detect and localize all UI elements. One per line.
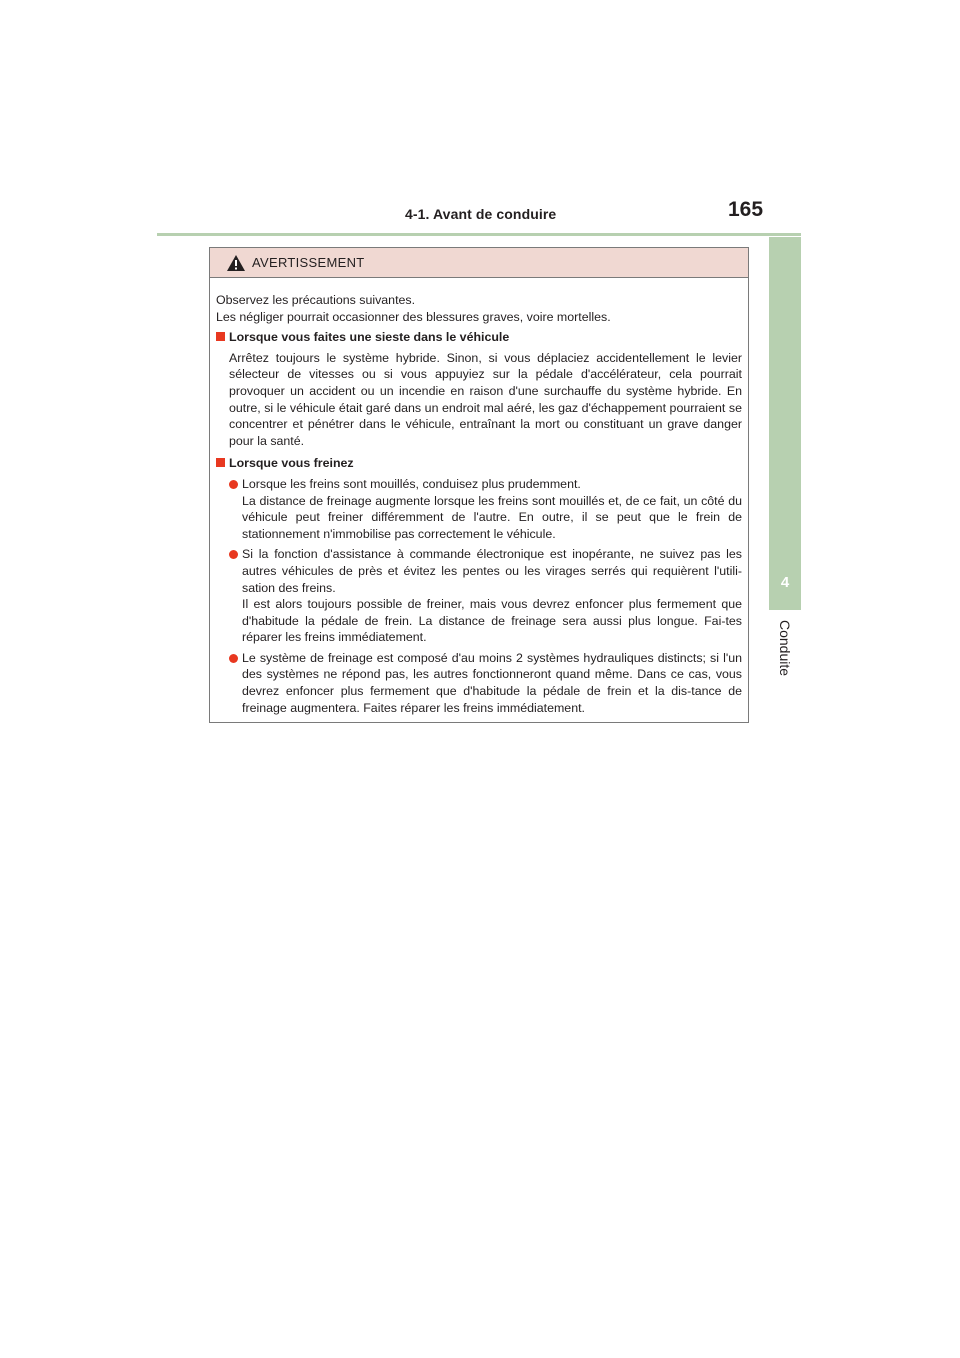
- section-heading: [216, 455, 742, 472]
- section-heading: [216, 329, 742, 346]
- round-bullet-icon: [229, 654, 238, 663]
- list-item-text: [242, 476, 742, 542]
- warning-intro-line: Les négliger pourrait occasionner des blessures graves, voire mortelles.: [216, 309, 611, 324]
- header-rule: [157, 233, 801, 236]
- warning-intro-line: Observez les précautions suivantes.: [216, 293, 416, 307]
- page-number: 165: [728, 198, 764, 221]
- list-item-line: La distance de freinage augmente lorsque les freins sont mouillés et, de ce fait, un côté du véhicule peut freiner différemment de l'autre. En outre, il se peut que le frein de stationnement n'immobilise pas correctement le véhicule.: [242, 493, 742, 541]
- warning-box: [209, 247, 749, 723]
- list-item-text: [242, 546, 742, 646]
- section-heading-text: Lorsque vous faites une sieste dans le véhicule: [229, 330, 510, 345]
- list-item-line: Si la fonction d'assistance à commande électronique est inopérante, ne suivez pas les autres véhicules de près et évitez les pentes ou les virages serrés qui requièrent l'utili-sation des freins.: [242, 547, 742, 595]
- section-paragraph: Arrêtez toujours le système hybride. Sinon, si vous déplaciez accidentellement le levier sélecteur de vitesses ou si vous appuyiez sur la pédale d'accélérateur, cela pourrait provoquer un accident ou un incendie en raison d'une surchauffe du système hybride. En outre, si le véhicule était garé dans un endroit mal aéré, les gaz d'échappement pourraient se concentrer et pénétrer dans le véhicule, entraînant la mort ou constituant un grave danger pour la santé.: [229, 350, 742, 448]
- warning-body: [210, 278, 748, 716]
- list-item-line: Il est alors toujours possible de freiner, mais vous devrez enfoncer plus fermement que d'habitude la pédale de frein. La distance de freinage sera aussi plus longue. Fai-tes réparer les freins immédiatement.: [242, 597, 742, 645]
- side-tab: [769, 237, 801, 610]
- list-item-line: Lorsque les freins sont mouillés, conduisez plus prudemment.: [242, 476, 581, 491]
- section-heading-text: Lorsque vous freinez: [229, 456, 354, 471]
- list-item: [216, 476, 742, 542]
- side-tab-number: 4: [780, 574, 790, 591]
- warning-title: AVERTISSEMENT: [252, 255, 365, 270]
- list-item-text: [242, 650, 742, 716]
- round-bullet-icon: [229, 550, 238, 559]
- square-bullet-icon: [216, 332, 225, 341]
- list-item: [216, 650, 742, 716]
- warning-triangle-icon: [226, 253, 248, 272]
- list-item-line: Le système de freinage est composé d'au moins 2 systèmes hydrauliques distincts; si l'un des systèmes ne répond pas, les autres fonctionneront quand même. Dans ce cas, vous devrez enfoncer plus fermement que d'habitude la pédale de frein et la dis-tance de freinage augmentera. Faites réparer les freins immédiatement.: [242, 650, 742, 715]
- list-item: [216, 546, 742, 646]
- warning-header: [210, 248, 748, 278]
- round-bullet-icon: [229, 480, 238, 489]
- header-section-title: 4-1. Avant de conduire: [405, 206, 557, 222]
- square-bullet-icon: [216, 458, 225, 467]
- side-tab-label: Conduite: [777, 619, 793, 677]
